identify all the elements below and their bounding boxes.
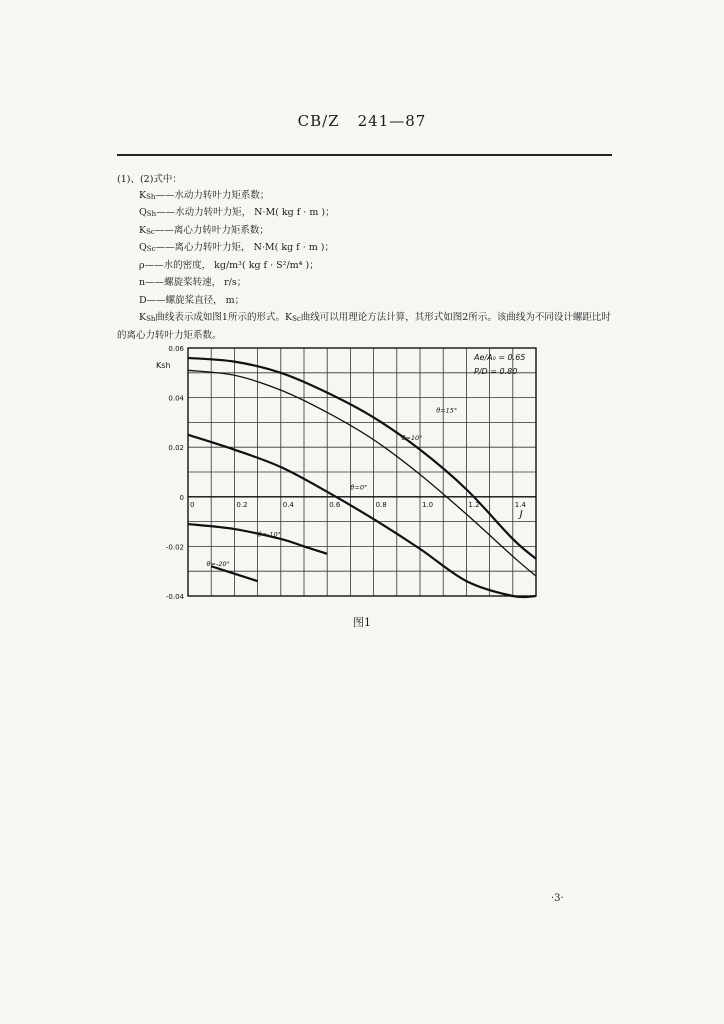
para-text-b: 曲线可以用理论方法计算，其形式如图2所示。该曲线为不同设计螺距比时的离心力转叶力矩系数。 bbox=[117, 312, 611, 341]
definition-line bbox=[117, 223, 612, 241]
figure-caption: 图1 bbox=[353, 616, 371, 629]
definition-text: ——水动力转叶力矩系数； bbox=[155, 189, 270, 201]
y-tick-label: 0.04 bbox=[168, 394, 184, 403]
definition-line bbox=[117, 258, 612, 276]
chart-annotation: P/D = 0.80 bbox=[474, 367, 518, 376]
intro-line: (1)、(2)式中： bbox=[117, 174, 182, 185]
definition-symbol: Q bbox=[139, 207, 147, 218]
series-curve bbox=[188, 370, 536, 576]
x-tick-label: 0.4 bbox=[282, 500, 294, 509]
body-text bbox=[117, 172, 612, 343]
y-tick-label: -0.04 bbox=[165, 593, 184, 601]
page-number: ·3· bbox=[551, 893, 564, 904]
x-tick-label: 0.8 bbox=[375, 500, 387, 509]
para-text-a: 曲线表示成如图1所示的形式。K bbox=[155, 312, 293, 323]
x-tick-label: 1.4 bbox=[514, 500, 526, 509]
definition-symbol: ρ bbox=[139, 259, 145, 271]
x-tick-label: 1.2 bbox=[468, 500, 480, 509]
definition-text: ——水的密度， kg/m³( kg f · S²/m⁴ )； bbox=[144, 259, 319, 271]
definition-line bbox=[117, 275, 612, 293]
series-label: θ=15° bbox=[436, 406, 458, 415]
y-tick-label: 0.02 bbox=[168, 444, 184, 453]
para-symbol-sub: Sh bbox=[146, 315, 156, 323]
chart-annotation: Ae/A₀ = 0.65 bbox=[474, 353, 526, 362]
definition-subscript: Sh bbox=[146, 210, 157, 218]
definition-text: ——螺旋桨转速， r/s； bbox=[145, 277, 247, 288]
definition-symbol: n bbox=[139, 277, 146, 288]
x-tick-label: 1.0 bbox=[422, 500, 434, 509]
y-tick-label: 0 bbox=[179, 493, 184, 502]
para-symbol: K bbox=[139, 312, 147, 323]
x-axis-label: J bbox=[519, 508, 523, 520]
definition-list bbox=[117, 188, 612, 311]
definition-subscript: Sh bbox=[146, 192, 156, 201]
para-symbol-sub-2: Sc bbox=[292, 315, 301, 323]
series-label: θ=10° bbox=[401, 433, 423, 442]
standard-code: CB/Z bbox=[297, 112, 340, 130]
y-axis-label: Ksh bbox=[156, 360, 171, 370]
standard-number: 241—87 bbox=[357, 112, 427, 130]
definition-text: ——螺旋桨直径， m； bbox=[146, 294, 245, 306]
x-tick-label: 0.6 bbox=[329, 500, 341, 509]
definition-symbol: D bbox=[139, 294, 147, 306]
series-label: θ=0° bbox=[350, 483, 368, 492]
x-tick-label: 0 bbox=[190, 500, 195, 509]
series-curve bbox=[188, 358, 536, 559]
definition-symbol: K bbox=[139, 224, 147, 236]
ksh-chart bbox=[150, 338, 550, 608]
definition-line bbox=[117, 188, 612, 206]
x-tick-label: 0.2 bbox=[236, 500, 248, 509]
series-label: θ=-10° bbox=[257, 530, 281, 539]
definition-symbol: K bbox=[139, 189, 147, 201]
definition-subscript: Sc bbox=[146, 227, 155, 236]
definition-line bbox=[117, 205, 612, 223]
y-tick-label: -0.02 bbox=[165, 543, 184, 552]
definition-text: ——离心力转叶力矩系数； bbox=[154, 224, 269, 236]
definition-text: ——离心力转叶力矩， N·M( kg f · m )； bbox=[155, 242, 334, 253]
definition-text: ——水动力转叶力矩， N·M( kg f · m )； bbox=[156, 207, 335, 218]
series-curve bbox=[188, 435, 536, 597]
series-label: θ=-20° bbox=[206, 560, 230, 569]
definition-subscript: Sc bbox=[146, 245, 156, 253]
document-header bbox=[0, 112, 724, 130]
definition-line bbox=[117, 240, 612, 258]
header-rule bbox=[117, 154, 612, 156]
definition-symbol: Q bbox=[139, 242, 147, 253]
y-tick-label: 0.06 bbox=[168, 345, 184, 353]
definition-line bbox=[117, 293, 612, 311]
